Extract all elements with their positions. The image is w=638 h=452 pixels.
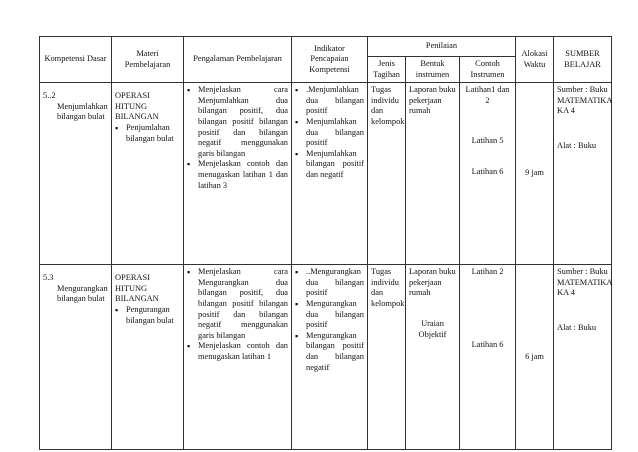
jenis-cell: Tugas individu dan kelompok: [368, 83, 406, 265]
sumber-cell: [554, 83, 612, 265]
contoh-cell: [460, 265, 516, 450]
indikator-cell: [292, 83, 368, 265]
alokasi-cell: 6 jam: [516, 265, 554, 450]
indikator-cell: [292, 265, 368, 450]
contoh-item: Latihan 6: [471, 166, 504, 176]
header-jenis: Jenis Tagihan: [368, 57, 406, 83]
bentuk-cell: [406, 83, 460, 265]
alat-text: Alat : Buku: [557, 322, 597, 332]
materi-title: OPERASI HITUNG BILANGAN: [115, 91, 159, 122]
header-pengalaman: Pengalaman Pembelajaran: [184, 37, 292, 83]
header-indikator: Indikator Pencapaian Kompetensi: [292, 37, 368, 83]
indikator-item: ▪ Menjumlahkan dua bilangan positif: [295, 117, 364, 149]
bentuk-text: Laporan buku pekerjaan rumah: [409, 85, 456, 116]
pengalaman-item: ▪ Menjelaskan contoh dan menugaskan latihan 1 dan latihan 3: [187, 159, 288, 191]
kd-text: Mengurangkan bilangan bulat: [57, 283, 108, 304]
contoh-item: Latihan 2: [471, 267, 504, 277]
materi-item: ▪ Pengurangan bilangan bulat: [115, 305, 180, 326]
indikator-item: ▪ Mengurangkan dua bilangan positif: [295, 299, 364, 331]
indikator-item: ▪ Mengurangkan bilangan positif dan bilangan negatif: [295, 331, 364, 373]
header-bentuk: Bentuk instrumen: [406, 57, 460, 83]
jenis-cell: Tugas individu dan kelompok: [368, 265, 406, 450]
indikator-item: ▪ .Menjumlahkan dua bilangan positif: [295, 85, 364, 117]
indikator-item: ▪ Menjumlahkan bilangan positif dan negatif: [295, 149, 364, 181]
kd-text: Menjumlahkan bilangan bulat: [57, 101, 108, 122]
pengalaman-cell: [184, 265, 292, 450]
contoh-item: Latihan 5: [471, 136, 504, 146]
header-materi: Materi Pembelajaran: [112, 37, 184, 83]
header-penilaian: Penilaian: [368, 37, 516, 57]
bentuk-text: Laporan buku pekerjaan rumah: [409, 267, 456, 298]
kd-number: 5..2: [43, 91, 56, 101]
sumber-text: Sumber : Buku MATEMATIKA KA 4: [557, 267, 612, 298]
kompetensi-cell: [40, 83, 112, 265]
header-kompetensi: Kompetensi Dasar: [40, 37, 112, 83]
contoh-cell: [460, 83, 516, 265]
bentuk-cell: [406, 265, 460, 450]
table-row: [40, 83, 612, 265]
bentuk-extra: Uraian Objektif: [418, 318, 447, 339]
header-sumber: SUMBER BELAJAR: [554, 37, 612, 83]
contoh-item: Latihan 6: [471, 339, 504, 349]
pengalaman-item: ▪ Menjelaskan cara Menjumlahkan dua bilangan positif, dua bilangan positif bilangan positif dan bilangan negatif menggunakan garis bilangan: [187, 85, 288, 159]
sumber-text: Sumber : Buku MATEMATIKA KA 4: [557, 85, 612, 116]
header-alokasi: Alokasi Waktu: [516, 37, 554, 83]
alat-text: Alat : Buku: [557, 140, 597, 150]
header-contoh: Contoh Instrumen: [460, 57, 516, 83]
contoh-item: Latihan1 dan 2: [465, 85, 510, 105]
kompetensi-cell: [40, 265, 112, 450]
kd-number: 5.3: [43, 273, 54, 283]
materi-title: OPERASI HITUNG BILANGAN: [115, 273, 159, 304]
alokasi-cell: 9 jam: [516, 83, 554, 265]
sumber-cell: [554, 265, 612, 450]
materi-item: ▪ Penjumlahan bilangan bulat: [115, 123, 180, 144]
pengalaman-cell: [184, 83, 292, 265]
pengalaman-item: ▪ Menjelaskan cara Mengurangkan dua bilangan positif, dua bilangan positif bilangan positif dan bilangan negatif menggunakan garis bilangan: [187, 267, 288, 341]
materi-cell: [112, 83, 184, 265]
indikator-item: ▪ ..Mengurangkan dua bilangan positif: [295, 267, 364, 299]
pengalaman-item: ▪ Menjelaskan contoh dan menugaskan latihan 1: [187, 341, 288, 362]
syllabus-table: [39, 36, 612, 450]
table-row: [40, 265, 612, 450]
materi-cell: [112, 265, 184, 450]
